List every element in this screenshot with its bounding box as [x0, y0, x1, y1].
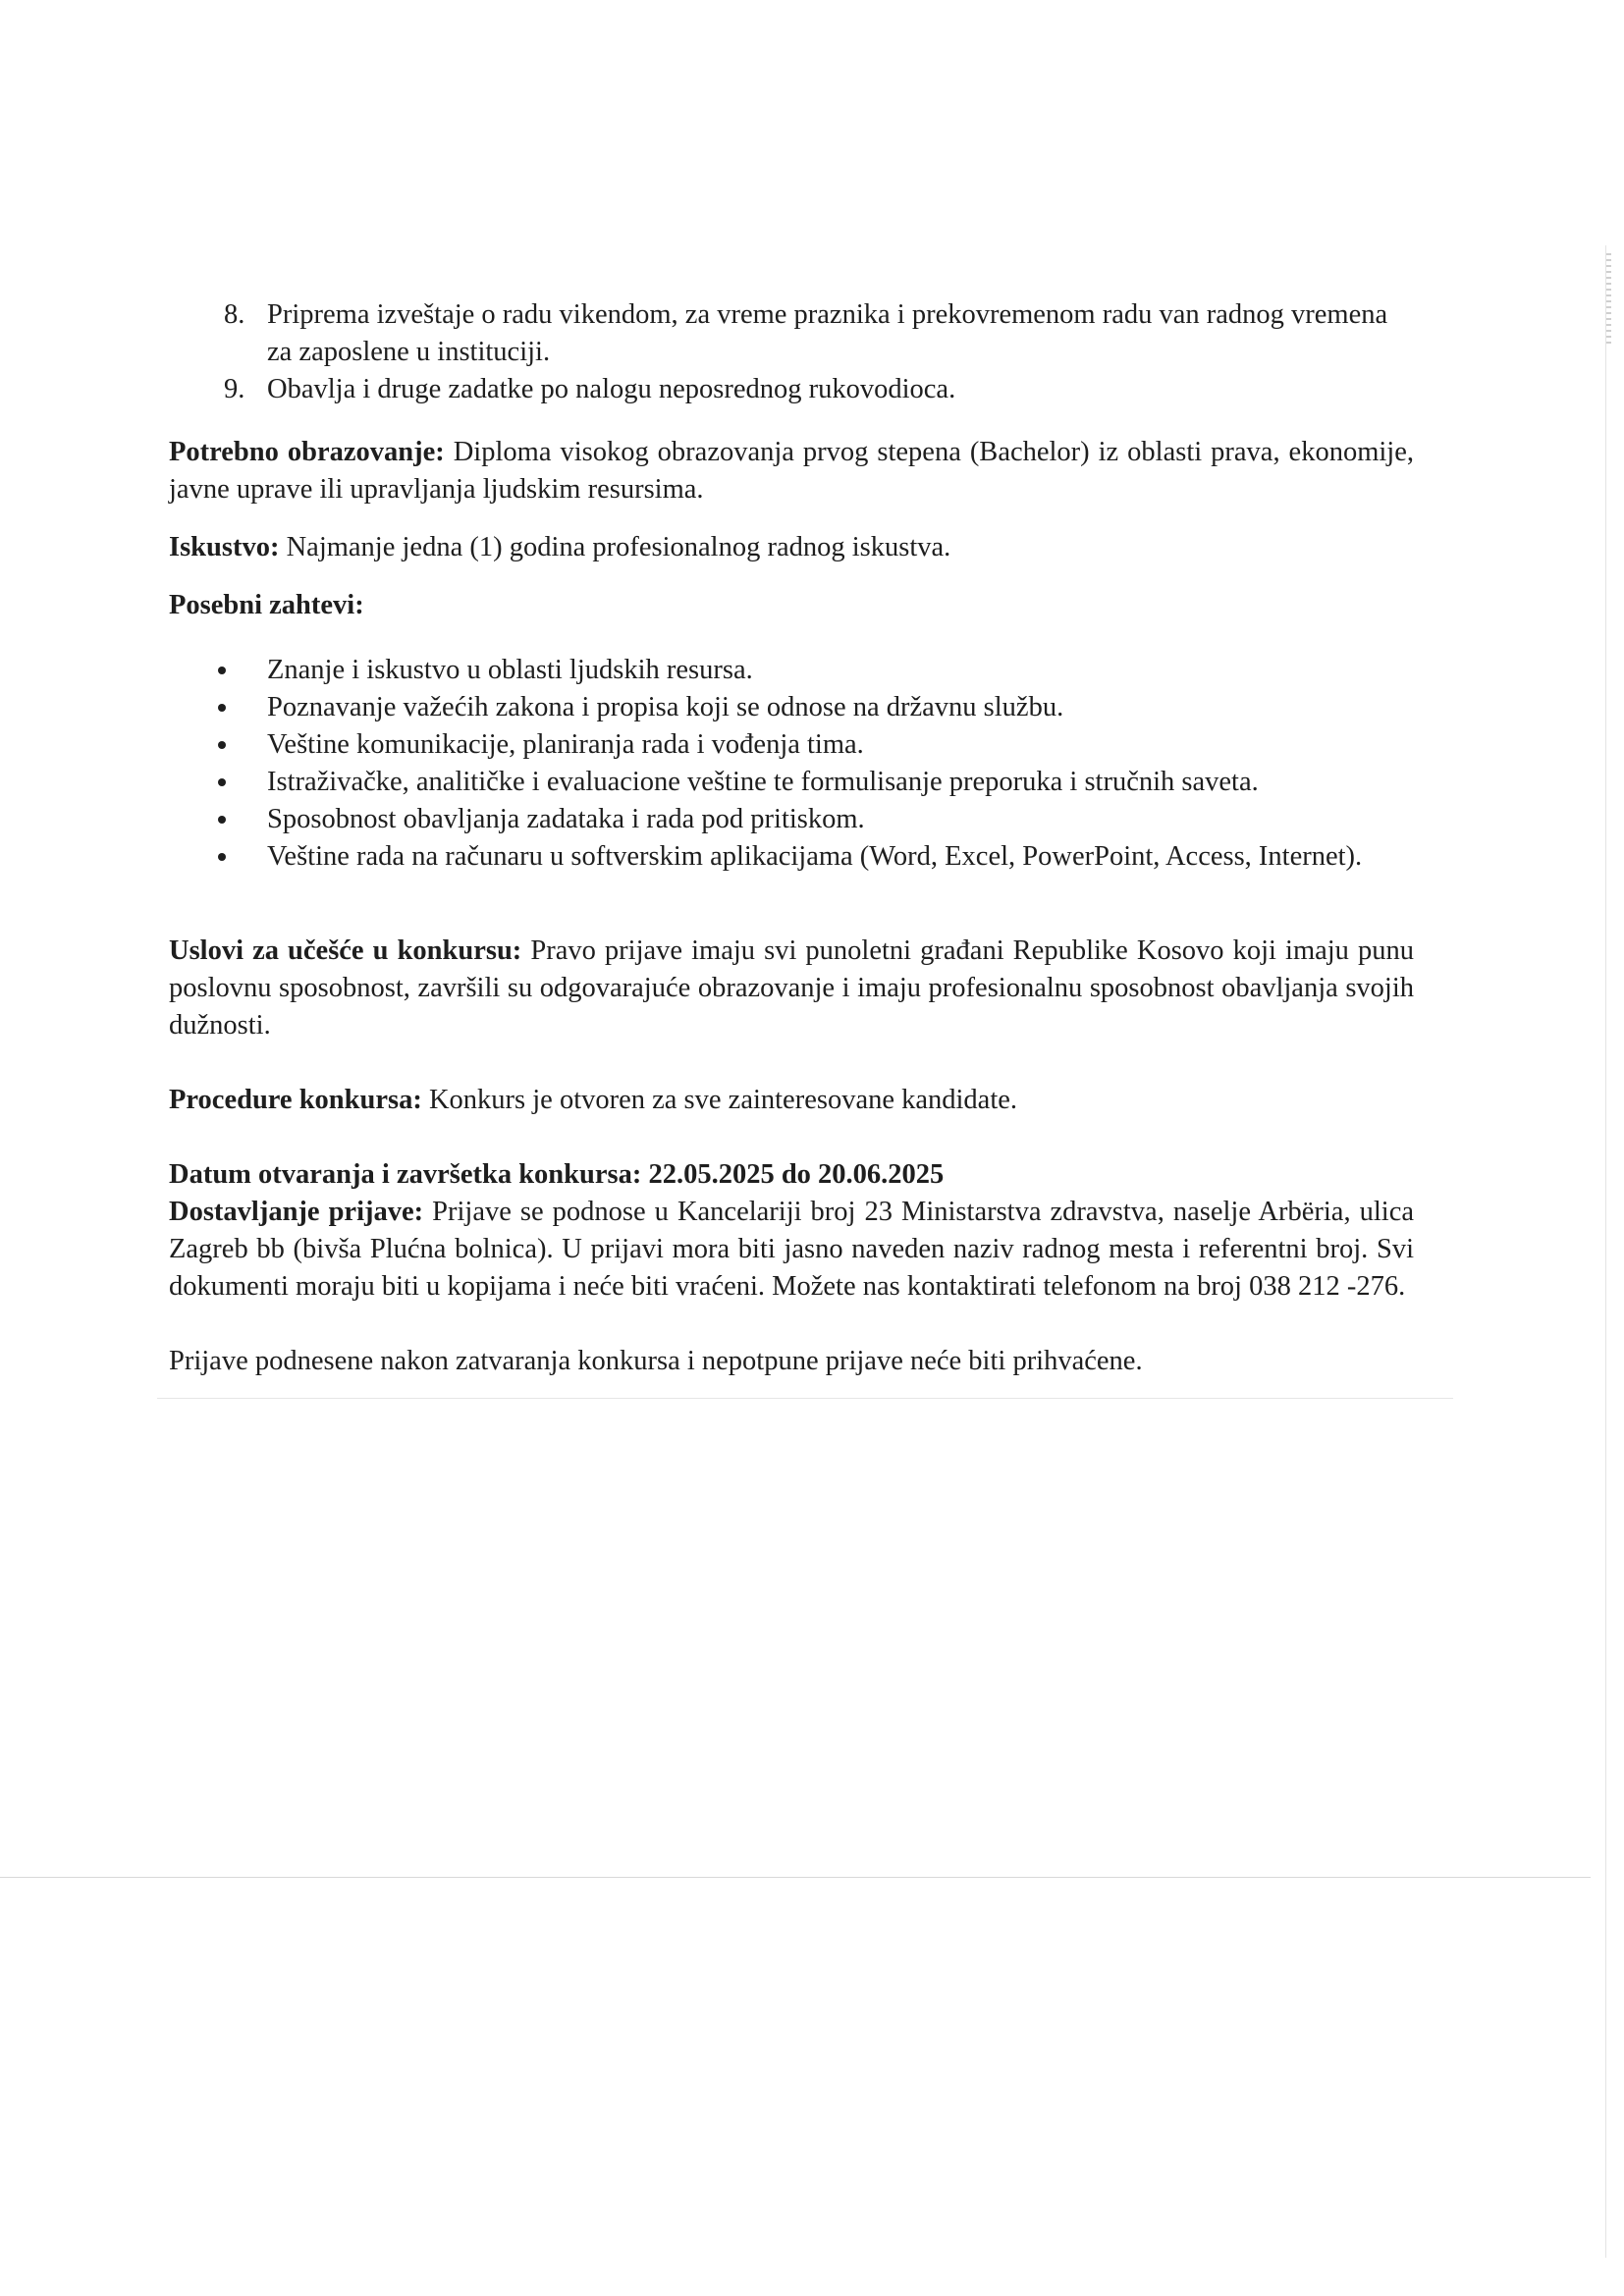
bullet-icon: [218, 667, 226, 674]
conditions-text: Pravo prijave imaju svi punoletni građani Republike Kosovo koji imaju punu poslovnu sposobnost, završili su odgovarajuće obrazovanje i imaju profesionalnu sposobnost obavljanja svojih dužnosti.: [169, 935, 1414, 1041]
list-item-text: Poznavanje važećih zakona i propisa koji se odnose na državnu službu.: [267, 692, 1064, 722]
document-body: [169, 296, 1414, 1380]
list-item-number: 9.: [224, 374, 245, 404]
list-item: [169, 296, 1411, 371]
experience-paragraph: [169, 529, 1414, 566]
list-item-text: Priprema izveštaje o radu vikendom, za vreme praznika i prekovremenom radu van radnog vremena za zaposlene u instituciji.: [267, 299, 1388, 367]
list-item: [169, 652, 1411, 689]
list-item-text: Obavlja i druge zadatke po nalogu neposrednog rukovodioca.: [267, 374, 956, 404]
procedure-paragraph: [169, 1082, 1414, 1119]
procedure-label: Procedure konkursa:: [169, 1085, 422, 1115]
bullet-icon: [218, 741, 226, 749]
education-label: Potrebno obrazovanje:: [169, 437, 445, 467]
list-item: [169, 801, 1411, 838]
list-item-text: Istraživačke, analitičke i evaluacione veštine te formulisanje preporuka i stručnih saveta.: [267, 767, 1259, 797]
experience-text: Najmanje jedna (1) godina profesionalnog radnog iskustva.: [279, 532, 951, 562]
closing-note: Prijave podnesene nakon zatvaranja konkursa i nepotpune prijave neće biti prihvaćene.: [169, 1346, 1143, 1376]
requirements-heading: [169, 587, 1414, 624]
education-text: Diploma visokog obrazovanja prvog stepena (Bachelor) iz oblasti prava, ekonomije, javne uprave ili upravljanja ljudskim resursima.: [169, 437, 1414, 505]
education-paragraph: [169, 434, 1414, 508]
bullet-icon: [218, 853, 226, 861]
procedure-text: Konkurs je otvoren za sve zainteresovane kandidate.: [421, 1085, 1018, 1115]
list-item-text: Sposobnost obavljanja zadataka i rada pod pritiskom.: [267, 804, 865, 834]
bullet-icon: [218, 778, 226, 786]
conditions-label: Uslovi za učešće u konkursu:: [169, 935, 522, 966]
scan-artifact-mark: [1606, 253, 1611, 347]
experience-label: Iskustvo:: [169, 532, 280, 562]
list-item: [169, 838, 1411, 876]
bullet-icon: [218, 704, 226, 712]
list-item: [169, 764, 1411, 801]
conditions-paragraph: [169, 933, 1414, 1044]
submission-text: Prijave se podnose u Kancelariji broj 23 Ministarstva zdravstva, naselje Arbëria, ulica Zagreb bb (bivša Plućna bolnica). U prijavi mora biti jasno naveden naziv radnog mesta i referentni broj. Svi dokumenti moraju biti u kopijama i neće biti vraćeni. Možete nas kontaktirati telefonom na broj 038 212 -276.: [169, 1197, 1414, 1302]
bullet-icon: [218, 816, 226, 824]
scan-artifact-line: [0, 1877, 1591, 1878]
list-item-text: Veštine komunikacije, planiranja rada i vođenja tima.: [267, 729, 864, 760]
list-item-number: 8.: [224, 299, 245, 330]
list-item: [169, 689, 1411, 726]
list-item: [169, 726, 1411, 764]
dates-paragraph: Datum otvaranja i završetka konkursa: 22.05.2025 do 20.06.2025: [169, 1159, 945, 1190]
scan-artifact-line: [157, 1398, 1453, 1399]
submission-label: Dostavljanje prijave:: [169, 1197, 424, 1227]
submission-paragraph: [169, 1194, 1414, 1306]
scan-artifact-edge: [1605, 245, 1606, 2258]
list-item-text: Znanje i iskustvo u oblasti ljudskih resursa.: [267, 655, 753, 685]
requirements-label: Posebni zahtevi:: [169, 590, 364, 620]
duties-list: [169, 296, 1414, 408]
requirements-list: [169, 652, 1414, 876]
list-item-text: Veštine rada na računaru u softverskim aplikacijama (Word, Excel, PowerPoint, Access, Internet).: [267, 841, 1363, 872]
list-item: [169, 371, 1411, 408]
